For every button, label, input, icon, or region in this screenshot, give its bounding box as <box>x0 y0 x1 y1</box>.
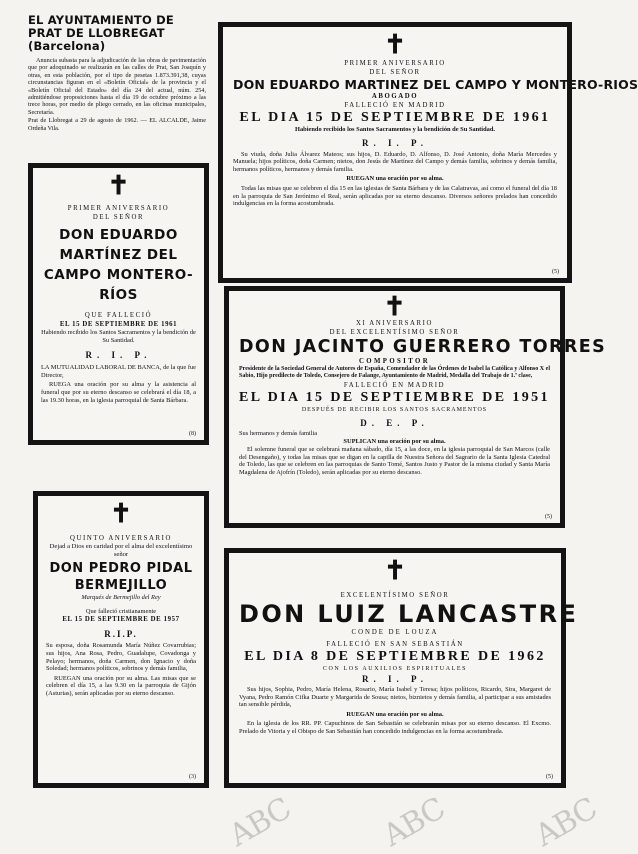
abc-watermark: ABC <box>529 791 603 854</box>
died-label: FALLECIÓ EN SAN SEBASTIÁN <box>326 641 464 648</box>
obituary-pidal-bermejillo <box>33 491 209 788</box>
abc-watermark: ABC <box>223 791 297 854</box>
death-date: EL DIA 8 DE SEPTIEMBRE DE 1962 <box>244 649 546 664</box>
sacraments-note: CON LOS AUXILIOS ESPIRITUALES <box>322 666 468 672</box>
cross-icon: ✝ <box>384 556 406 585</box>
family-list: Sus hermanos y demás familia <box>239 430 318 437</box>
sacraments-note: Habiendo recibido los Santos Sacramentos y la bendición de Su Santidad. <box>41 329 196 344</box>
family-list: Su esposa, doña Rosamunda María Núñez Covarrubias; sus hijos, Ana Rosa, Pedro, Guadalupe, Covadonga y Pelayo; hermanos, doña Carmen, don Ignacio y doña Soledad; hermanos políticos, sobrinos y demás familia, <box>46 642 196 673</box>
profession: COMPOSITOR <box>358 358 431 365</box>
prayer-request: RUEGAN una oración por su alma. <box>346 710 444 718</box>
prayer-request: SUPLICAN una oración por su alma. <box>343 437 446 445</box>
anniversary-label: QUINTO ANIVERSARIO <box>69 535 173 542</box>
obituary-martinez-campo-left <box>28 163 209 445</box>
mass-request: RUEGAN una oración por su alma. Las misas que se celebren el día 15, a las 9.30 en la parroquia de Gijón (Asturias), serán aplicadas por su eterno descanso. <box>46 674 196 697</box>
reference-number: (8) <box>189 431 196 437</box>
deceased-name: DON LUIZ LANCASTRE <box>239 600 579 628</box>
cross-icon: ✝ <box>107 171 130 200</box>
rip-label: R. I. P. <box>362 674 428 684</box>
prayer-request-intro: Dejad a Dios en caridad por el alma del excelentísimo señor <box>49 543 193 558</box>
rip-label: R.I.P. <box>104 629 138 640</box>
abc-watermark: ABC <box>377 791 451 854</box>
prayer-request: RUEGAN una oración por su alma. <box>346 175 444 183</box>
sacraments-note: DESPUÉS DE RECIBIR LOS SANTOS SACRAMENTOS <box>301 407 488 413</box>
rip-label: D. E. P. <box>360 418 429 428</box>
notice-body: Anuncia subasta para la adjudicación de las obras de pavimentación que por adoquinado se realizarán en las calles de Prat, San Joaquín y otras, en esta población, por el tipo de pesetas 1.873.391,38, cuyas circunstancias figuran en el «Boletín Oficial» de la provincia y el «Boletín Oficial del Estado» del día 24 del actual, núm. 254, admitiéndose proposiciones hasta el día 19 de octubre próximo a las trece horas, por medio de pliego cerrado, en las oficinas municipales, Secretaría. <box>28 57 206 116</box>
rip-label: R. I. P. <box>362 137 428 148</box>
reference-number: (5) <box>545 514 552 520</box>
died-label: Que falleció cristianamente <box>85 607 157 615</box>
funeral-request: RUEGA una oración por su alma y la asistencia al funeral que por su eterno descanso se celebrará el día 18, a las 19.30 horas, en la iglesia parroquial de Santa Bárbara. <box>41 381 196 404</box>
family-list: Su viuda, doña Julia Álvarez Mateos; sus hijos, D. Eduardo, D. Alfonso, D. José Antonio, doña María Mercedes y Manuela; hijos políticos, doña Carmen; nietos, don Jesús de Martínez del Campo y demás familia, sobrinos y demás familia, hermanos políticos, hermanos y demás familia. <box>233 150 557 173</box>
obituary-guerrero-torres <box>224 286 607 528</box>
obituary-luiz-lancastre <box>224 548 579 788</box>
death-date: EL 15 DE SEPTIEMBRE DE 1957 <box>62 616 180 624</box>
mass-announcement: En la iglesia de los RR. PP. Capuchinos de San Sebastián se celebrarán misas por su eterno descanso. El Excmo. Prelado de Vitoria y el Obispo de San Sebastián han concedido indulgencias en la forma acostumbrada. <box>239 720 551 735</box>
deceased-name: DON EDUARDO MARTINEZ DEL CAMPO Y MONTERO-RIOS <box>233 77 638 92</box>
obituary-martinez-campo-right <box>218 22 638 283</box>
noble-title: CONDE DE LOUZA <box>351 629 439 636</box>
died-label: FALLECIÓ EN MADRID <box>344 102 446 109</box>
died-label: QUE FALLECIÓ <box>84 312 153 319</box>
reference-number: (3) <box>189 774 196 780</box>
reference-number: (5) <box>546 774 553 780</box>
municipal-notice <box>28 14 206 132</box>
noble-title: Marqués de Bermejillo del Rey <box>81 594 161 602</box>
funeral-announcement: El solemne funeral que se celebrará mañana sábado, día 15, a las doce, en la iglesia parroquial de San Marcos (calle del Desengaño), y todas las misas que se digan en la capilla de Nuestra Señora del Sagrario de la Santa Iglesia Catedral de Toledo, las que se celebren en las parroquias de Santo Tomé, Santos Justo y Pastor de la misma ciudad y Santa María Magdalena de Ajofrín (Toledo), serán aplicadas por su eterno descanso. <box>239 446 550 476</box>
anniversary-label: PRIMER ANIVERSARIO <box>344 60 446 67</box>
honorific: EXCELENTÍSIMO SEÑOR <box>340 592 450 599</box>
anniversary-label: XI ANIVERSARIO <box>356 320 433 327</box>
deceased-name: DON PEDRO PIDAL BERMEJILLO <box>49 561 193 594</box>
profession: ABOGADO <box>371 93 419 100</box>
honorific: DEL SEÑOR <box>92 214 145 221</box>
death-date: EL 15 DE SEPTIEMBRE DE 1961 <box>59 321 178 328</box>
honorific: DEL EXCELENTÍSIMO SEÑOR <box>329 329 460 336</box>
organization: LA MUTUALIDAD LABORAL DE BANCA, de la que fue Director, <box>41 364 196 379</box>
reference-number: (5) <box>552 269 559 275</box>
anniversary-label: PRIMER ANIVERSARIO <box>67 205 170 212</box>
family-list: Sus hijos, Sophia, Pedro, María Helena, Rosario, María Isabel y Teresa; hijos políticos, Ricardo, Sira, Margaret de Vyana, Pedro Ramón Cifka Duarte y Margarida de Sousa; nietos, biznietos y demás familia, al participar a sus amistades tan sensible pérdida, <box>239 686 551 709</box>
rip-label: R. I. P. <box>85 350 152 361</box>
cross-icon: ✝ <box>383 292 406 321</box>
deceased-name: DON JACINTO GUERRERO TORRES <box>239 337 607 357</box>
deceased-name: DON EDUARDO MARTÍNEZ DEL CAMPO MONTERO-RÍOS <box>43 227 194 303</box>
death-date: EL DIA 15 DE SEPTIEMBRE DE 1951 <box>239 390 550 405</box>
honors-list: Presidente de la Sociedad General de Autores de España, Comendador de las Órdenes de Isabel la Católica y Alfonso X el Sabio, Hijo predilecto de Toledo, Consejero de Falange, Ayuntamiento de Madrid, Medalla del Trabajo de 1.ª clase, <box>239 366 550 379</box>
cross-icon: ✝ <box>384 30 406 59</box>
death-date: EL DIA 15 DE SEPTIEMBRE DE 1961 <box>239 110 551 125</box>
mass-announcement: Todas las misas que se celebren el día 15 en las iglesias de Santa Bárbara y de las Calatravas, así como el funeral del día 18 en la parroquia de San Jerónimo el Real, serán aplicadas por su eterno descanso. Diversos señores prelados han concedido indulgencias en la forma acostumbrada. <box>233 184 557 208</box>
sacraments-note: Habiendo recibido los Santos Sacramentos y la bendición de Su Santidad. <box>295 126 495 133</box>
honorific: DEL SEÑOR <box>369 69 421 76</box>
notice-heading: EL AYUNTAMIENTO DE PRAT DE LLOBREGAT (Barcelona) <box>28 13 174 53</box>
cross-icon: ✝ <box>110 499 132 528</box>
died-label: FALLECIÓ EN MADRID <box>343 382 446 389</box>
notice-signature: Prat de Llobregat a 29 de agosto de 1962. — EL ALCALDE, Jaime Ordeña Vila. <box>28 117 206 132</box>
